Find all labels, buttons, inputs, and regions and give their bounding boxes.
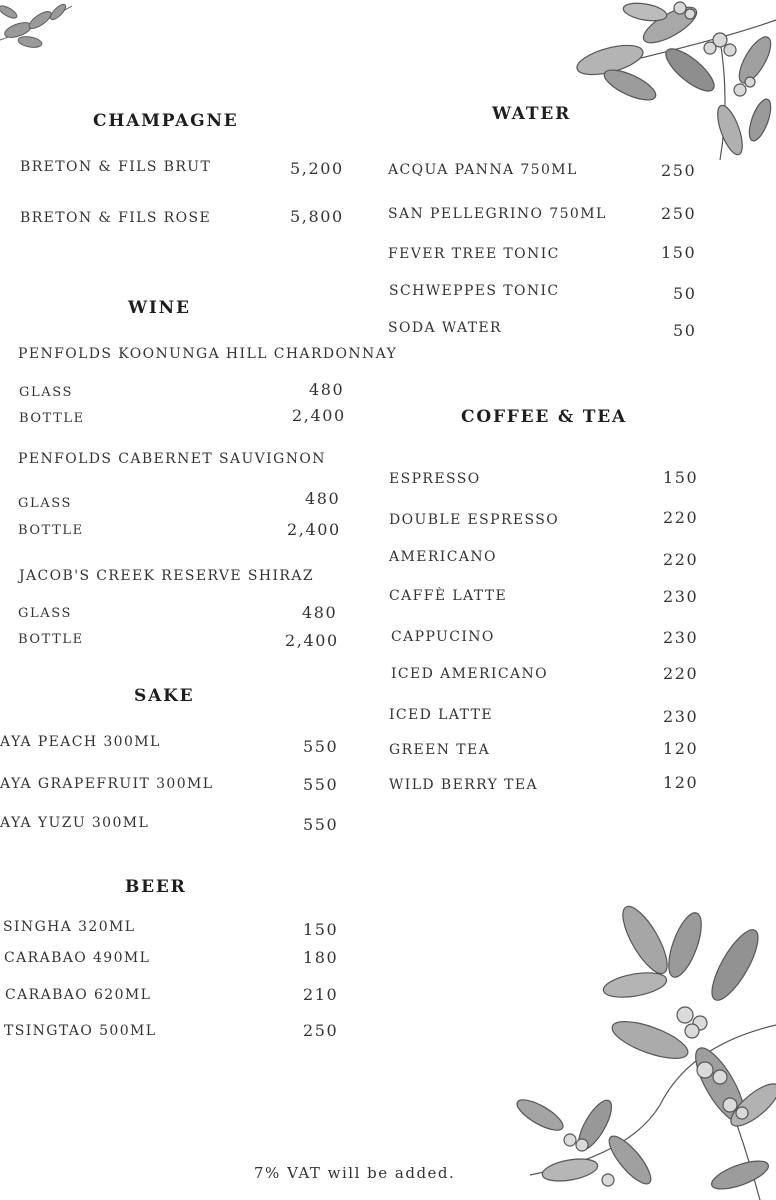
champagne-item-name: BRETON & FILS ROSE <box>20 210 212 226</box>
coffee-tea-item-name: CAPPUCINO <box>391 629 495 645</box>
water-item-name: SODA WATER <box>388 320 502 336</box>
coffee-tea-item-price: 220 <box>663 508 699 527</box>
wine-glass-label: GLASS <box>18 606 72 621</box>
water-heading: WATER <box>492 104 572 124</box>
wine-glass-price: 480 <box>305 489 341 508</box>
coffee-tea-item-price: 150 <box>663 468 699 487</box>
wine-bottle-price: 2,400 <box>285 631 339 650</box>
beer-item-name: TSINGTAO 500ML <box>4 1023 157 1039</box>
wine-glass-price: 480 <box>302 603 338 622</box>
wine-glass-label: GLASS <box>19 385 73 400</box>
sake-item-price: 550 <box>303 815 339 834</box>
coffee-branch-icon-top-left <box>0 0 80 60</box>
wine-bottle-label: BOTTLE <box>18 632 84 647</box>
beer-item-price: 180 <box>303 948 339 967</box>
coffee-tea-item-price: 120 <box>663 739 699 758</box>
sake-heading: SAKE <box>134 686 195 706</box>
coffee-branch-icon-bottom-right <box>510 905 776 1200</box>
water-item-name: SCHWEPPES TONIC <box>389 283 560 299</box>
coffee-tea-item-name: ICED LATTE <box>389 707 493 723</box>
beer-heading: BEER <box>125 877 187 897</box>
coffee-tea-item-name: WILD BERRY TEA <box>389 777 539 793</box>
water-item-name: FEVER TREE TONIC <box>388 246 560 262</box>
coffee-tea-item-price: 220 <box>663 550 699 569</box>
coffee-tea-heading: COFFEE & TEA <box>461 407 627 427</box>
coffee-tea-item-price: 120 <box>663 773 699 792</box>
beer-item-name: CARABAO 620ML <box>5 987 152 1003</box>
sake-item-price: 550 <box>303 775 339 794</box>
water-item-name: SAN PELLEGRINO 750ML <box>388 206 607 222</box>
beer-item-price: 150 <box>303 920 339 939</box>
coffee-tea-item-name: DOUBLE ESPRESSO <box>389 512 560 528</box>
beer-item-price: 250 <box>303 1021 339 1040</box>
water-item-price: 50 <box>673 321 697 340</box>
coffee-tea-item-price: 230 <box>663 707 699 726</box>
coffee-tea-item-name: CAFFÈ LATTE <box>389 588 508 604</box>
coffee-tea-item-name: ICED AMERICANO <box>391 666 549 682</box>
champagne-item-name: BRETON & FILS BRUT <box>20 159 212 175</box>
wine-name: JACOB'S CREEK RESERVE SHIRAZ <box>19 568 314 584</box>
wine-heading: WINE <box>128 298 191 318</box>
coffee-tea-item-price: 220 <box>663 664 699 683</box>
wine-bottle-price: 2,400 <box>292 406 346 425</box>
coffee-tea-item-price: 230 <box>663 628 699 647</box>
sake-item-name: AYA GRAPEFRUIT 300ML <box>0 776 214 792</box>
beer-item-name: SINGHA 320ML <box>3 919 136 935</box>
wine-bottle-label: BOTTLE <box>19 411 85 426</box>
coffee-tea-item-price: 230 <box>663 587 699 606</box>
wine-glass-price: 480 <box>309 380 345 399</box>
water-item-price: 250 <box>661 161 697 180</box>
coffee-tea-item-name: ESPRESSO <box>389 471 481 487</box>
wine-bottle-label: BOTTLE <box>18 523 84 538</box>
wine-bottle-price: 2,400 <box>287 520 341 539</box>
coffee-branch-icon-top-right <box>570 0 776 165</box>
water-item-price: 250 <box>661 204 697 223</box>
sake-item-price: 550 <box>303 737 339 756</box>
beer-item-name: CARABAO 490ML <box>4 950 151 966</box>
champagne-item-price: 5,800 <box>290 207 344 226</box>
coffee-tea-item-name: GREEN TEA <box>389 742 491 758</box>
water-item-name: ACQUA PANNA 750ML <box>388 162 578 178</box>
champagne-item-price: 5,200 <box>290 159 344 178</box>
sake-item-name: AYA YUZU 300ML <box>0 815 150 831</box>
vat-note: 7% VAT will be added. <box>254 1164 456 1182</box>
sake-item-name: AYA PEACH 300ML <box>0 734 161 750</box>
beer-item-price: 210 <box>303 985 339 1004</box>
coffee-tea-item-name: AMERICANO <box>389 549 497 565</box>
wine-name: PENFOLDS CABERNET SAUVIGNON <box>18 451 326 467</box>
water-item-price: 50 <box>673 284 697 303</box>
water-item-price: 150 <box>661 243 697 262</box>
wine-name: PENFOLDS KOONUNGA HILL CHARDONNAY <box>18 346 398 362</box>
champagne-heading: CHAMPAGNE <box>93 111 239 131</box>
wine-glass-label: GLASS <box>18 496 72 511</box>
